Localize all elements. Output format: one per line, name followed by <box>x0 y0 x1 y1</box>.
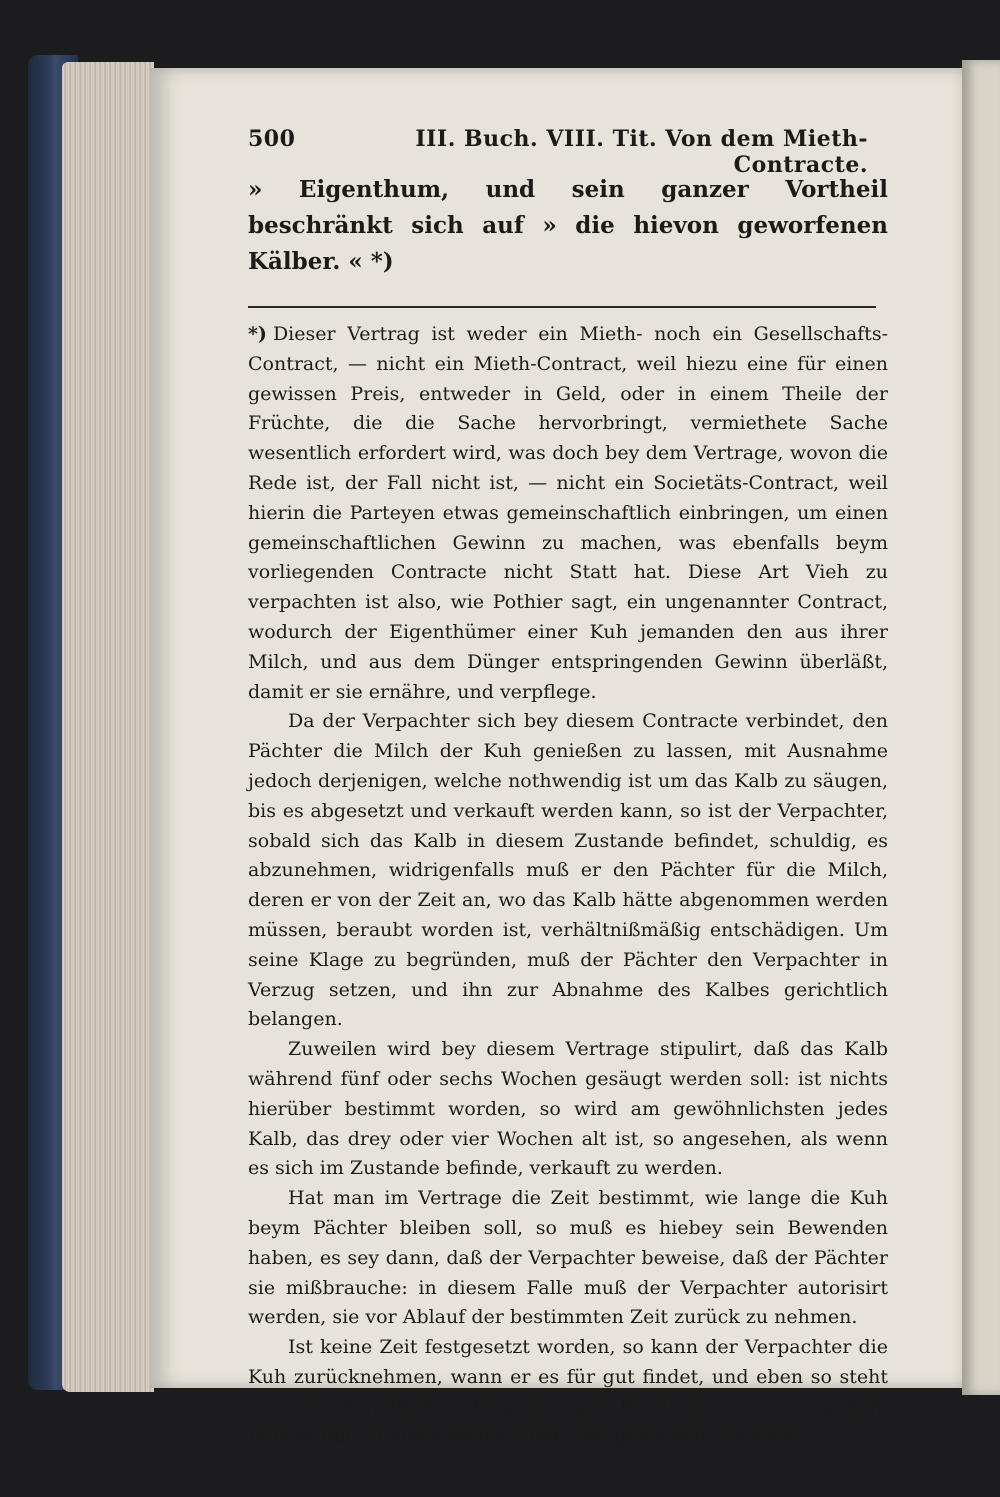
footnote-marker: *) <box>248 323 267 345</box>
page-header <box>248 126 888 178</box>
page-number: 500 <box>248 126 296 152</box>
paragraph: Zuweilen wird bey diesem Vertrage stipulirt, daß das Kalb während fünf oder sechs Wochen gesäugt werden soll: ist nichts hierüber bestimmt worden, so wird am gewöhnlichsten jedes Kalb, das drey oder vier Wochen alt ist, so angesehen, als wenn es sich im Zustande befinde, verkauft zu werden. <box>248 1038 888 1180</box>
paragraph: Ist keine Zeit festgesetzt worden, so kann der Verpachter die Kuh zurücknehmen, wann er es für gut findet, und eben so steht es auch dem Pächter frey, sie nach Belieben zurück zu geben, falls es nur zu einer schicklichen Zeit geschieht. So wäre <box>248 1336 888 1448</box>
footnote <box>248 320 888 707</box>
page-content <box>248 126 888 1452</box>
paragraph: Da der Verpachter sich bey diesem Contracte verbindet, den Pächter die Milch der Kuh genießen zu lassen, mit Ausnahme jedoch derjenigen, welche nothwendig ist um das Kalb zu säugen, bis es abgesetzt und verkauft werden kann, so ist der Verpachter, sobald sich das Kalb in diesem Zustande befindet, schuldig, es abzunehmen, widrigenfalls muß er den Pächter für die Milch, deren er von der Zeit an, wo das Kalb hätte abgenommen werden müssen, beraubt worden ist, verhältnißmäßig entschädigen. Um seine Klage zu begründen, muß der Pächter den Verpachter in Verzug setzen, und ihn zur Abnahme des Kalbes gerichtlich belangen. <box>248 710 888 1031</box>
footnote-text: Dieser Vertrag ist weder ein Mieth- noch ein Gesellschafts-Contract, — nicht ein Mieth-Contract, weil hiezu eine für einen gewissen Preis, entweder in Geld, oder in einem Theile der Früchte, die die Sache hervorbringt, vermiethete Sache wesentlich erfordert wird, was doch bey dem Vertrage, wovon die Rede ist, der Fall nicht ist, — nicht ein Societäts-Contract, weil hierin die Parteyen etwas gemeinschaftlich einbringen, um einen gemeinschaftlichen Gewinn zu machen, was ebenfalls beym vorliegenden Contracte nicht Statt hat. Diese Art Vieh zu verpachten ist also, wie Pothier sagt, ein ungenannter Contract, wodurch der Eigenthümer einer Kuh jemanden den aus ihrer Milch, und aus dem Dünger entspringenden Gewinn überläßt, damit er sie ernähre, und verpflege. <box>248 323 888 703</box>
facing-page-edge <box>962 60 1000 1395</box>
quote-text: » Eigenthum, und sein ganzer Vortheil beschränkt sich auf » die hievon geworfenen Kälber. « *) <box>248 176 888 275</box>
running-head: III. Buch. VIII. Tit. Von dem Mieth-Contracte. <box>415 126 868 178</box>
footnote-rule <box>248 306 876 308</box>
page-edges <box>62 62 154 1392</box>
paragraph: Hat man im Vertrage die Zeit bestimmt, wie lange die Kuh beym Pächter bleiben soll, so muß es hiebey sein Bewenden haben, es sey dann, daß der Verpachter beweise, daß der Pächter sie mißbrauche: in diesem Falle muß der Verpachter autorisirt werden, sie vor Ablauf der bestimmten Zeit zurück zu nehmen. <box>248 1187 888 1329</box>
